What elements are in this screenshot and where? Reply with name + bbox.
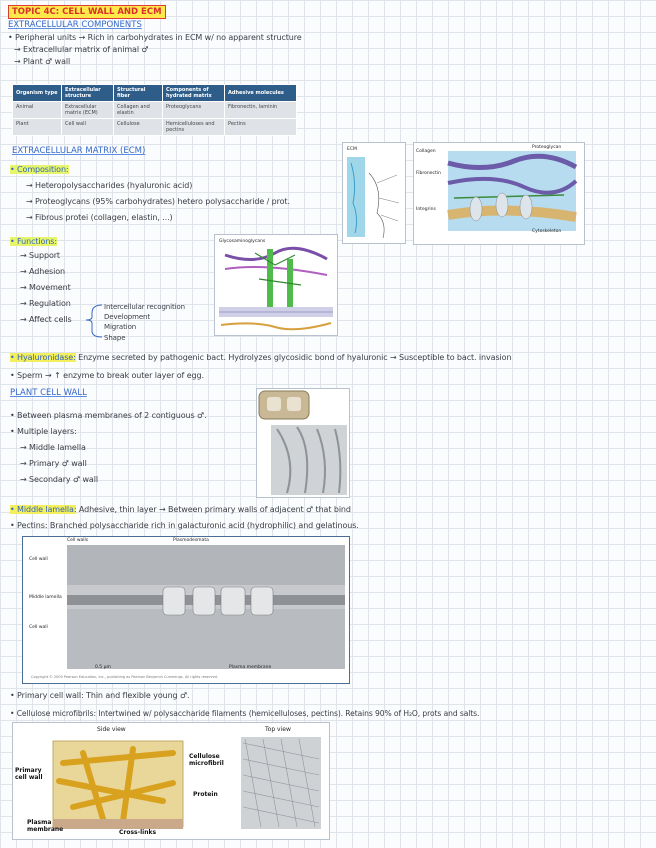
figure-label: 0.5 μm — [95, 665, 111, 670]
note-line: → Plant ♂ wall — [14, 57, 71, 66]
figure-label: Primary cell wall — [15, 767, 43, 781]
ecm-cell-illustration — [343, 143, 405, 243]
cell-wall-micrograph — [22, 536, 350, 684]
figure-label: Cytoskeleton — [532, 229, 562, 234]
highlight-label: • Middle lamella: — [10, 505, 77, 514]
highlight-label: • Composition: — [10, 165, 69, 174]
table-cell: Collagen and elastin — [114, 102, 163, 119]
table-header-cell: Structural fiber — [114, 85, 163, 102]
table-cell: Plant — [13, 119, 62, 136]
table-cell: Pectins — [225, 119, 297, 136]
note-line: → Regulation — [20, 299, 71, 308]
figure-label: Top view — [265, 726, 291, 733]
note-line: → Extracellular matrix of animal ♂ — [14, 45, 149, 54]
section-heading-extracellular: EXTRACELLULAR COMPONENTS — [8, 20, 142, 30]
note-line: • Cellulose microfibrils: Intertwined w/ polysaccharide filaments (hemicelluloses, pectins). Retains 90% of H₂O, prots and salts. — [10, 709, 480, 718]
figure-label: Cellulose microfibril — [189, 753, 224, 767]
note-line: → Movement — [20, 283, 71, 292]
table-row — [13, 102, 297, 119]
figure-label: Cell wall — [29, 557, 48, 562]
table-cell: Cell wall — [62, 119, 114, 136]
note-line: → Secondary ♂ wall — [20, 475, 98, 484]
note-line: Development — [104, 313, 151, 321]
note-line: • Pectins: Branched polysaccharide rich in galacturonic acid (hydrophilic) and gelatinous. — [10, 521, 359, 530]
figure-label: Fibronectin — [416, 171, 441, 176]
brace-icon — [82, 303, 104, 339]
ecm-cell-figure: ECM — [342, 142, 406, 244]
table-header-cell: Adhesive molecules — [225, 85, 297, 102]
highlight-label: • Hyaluronidase: — [10, 353, 76, 362]
figure-label: Proteoglycan — [532, 145, 562, 150]
primary-wall-figure — [12, 722, 330, 840]
note-line: • Between plasma membranes of 2 contiguous ♂. — [10, 411, 207, 420]
figure-label: Cross-links — [119, 829, 157, 836]
note-line: → Fibrous protei (collagen, elastin, ...) — [26, 213, 173, 222]
figure-label: Cell walls — [67, 538, 89, 543]
figure-label: Glycosaminoglycans — [219, 239, 266, 244]
note-line: → Proteoglycans (95% carbohydrates) hetero polysaccharide / prot. — [26, 197, 290, 206]
note-line: • Sperm → ↑ enzyme to break outer layer of egg. — [10, 371, 204, 380]
table-cell: Extracellular matrix (ECM) — [62, 102, 114, 119]
ecm-membrane-illustration — [215, 235, 337, 335]
table-header-cell: Extracellular structure — [62, 85, 114, 102]
table-cell: Fibronectin, laminin — [225, 102, 297, 119]
note-line: → Adhesion — [20, 267, 66, 276]
note-line: Intercellular recognition — [104, 303, 185, 311]
ecm-structure-figure — [413, 142, 585, 245]
table-cell: Cellulose — [114, 119, 163, 136]
highlight-label: • Functions: — [10, 237, 57, 246]
figure-label: Plasma membrane — [27, 819, 64, 833]
table-header-cell: Components of hydrated matrix — [163, 85, 225, 102]
note-line: → Heteropolysaccharides (hyaluronic acid) — [26, 181, 193, 190]
note-line: → Middle lamella — [20, 443, 86, 452]
micrograph-image — [23, 537, 349, 683]
comparison-table — [12, 84, 297, 136]
figure-label: Collagen — [416, 149, 436, 154]
note-line: • Hyaluronidase: Enzyme secreted by pathogenic bact. Hydrolyzes glycosidic bond of hyaluronic → Susceptible to bact. invasion — [10, 353, 512, 362]
note-line: • Middle lamella: Adhesive, thin layer → Between primary walls of adjacent ♂ that bind — [10, 505, 351, 514]
note-line: → Affect cells — [20, 315, 72, 324]
figure-label: Side view — [97, 726, 126, 733]
table-header-cell: Organism type — [13, 85, 62, 102]
note-line: → Primary ♂ wall — [20, 459, 87, 468]
figure-label: Protein — [193, 791, 218, 798]
figure-label: Plasmodesmata — [173, 538, 209, 543]
note-line: • Primary cell wall: Thin and flexible young ♂. — [10, 691, 190, 700]
note-line — [10, 236, 57, 247]
table-cell: Proteoglycans — [163, 102, 225, 119]
table-cell: Hemicelluloses and pectins — [163, 119, 225, 136]
note-line — [10, 164, 69, 175]
ecm-membrane-figure — [214, 234, 338, 336]
note-line: • Multiple layers: — [10, 427, 77, 436]
table-cell: Animal — [13, 102, 62, 119]
figure-label: Cell wall — [29, 625, 48, 630]
copyright-text: Copyright © 2009 Pearson Education, Inc., publishing as Pearson Benjamin Cummings. All rights reserved. — [31, 675, 218, 679]
figure-label: Plasma membrane — [229, 665, 272, 670]
page-title: TOPIC 4C: CELL WALL AND ECM — [8, 5, 166, 19]
plant-cell-figure — [256, 388, 350, 498]
table-row — [13, 119, 297, 136]
note-line: → Support — [20, 251, 60, 260]
section-heading-ecm: EXTRACELLULAR MATRIX (ECM) — [12, 146, 146, 156]
figure-label: Middle lamella — [29, 595, 62, 600]
figure-label: Integrins — [416, 207, 436, 212]
note-line: • Peripheral units → Rich in carbohydrates in ECM w/ no apparent structure — [8, 33, 302, 42]
note-line: Migration — [104, 323, 137, 331]
note-line: Shape — [104, 334, 126, 342]
plant-cell-illustration — [257, 389, 349, 497]
section-heading-plant-wall: PLANT CELL WALL — [10, 388, 87, 398]
